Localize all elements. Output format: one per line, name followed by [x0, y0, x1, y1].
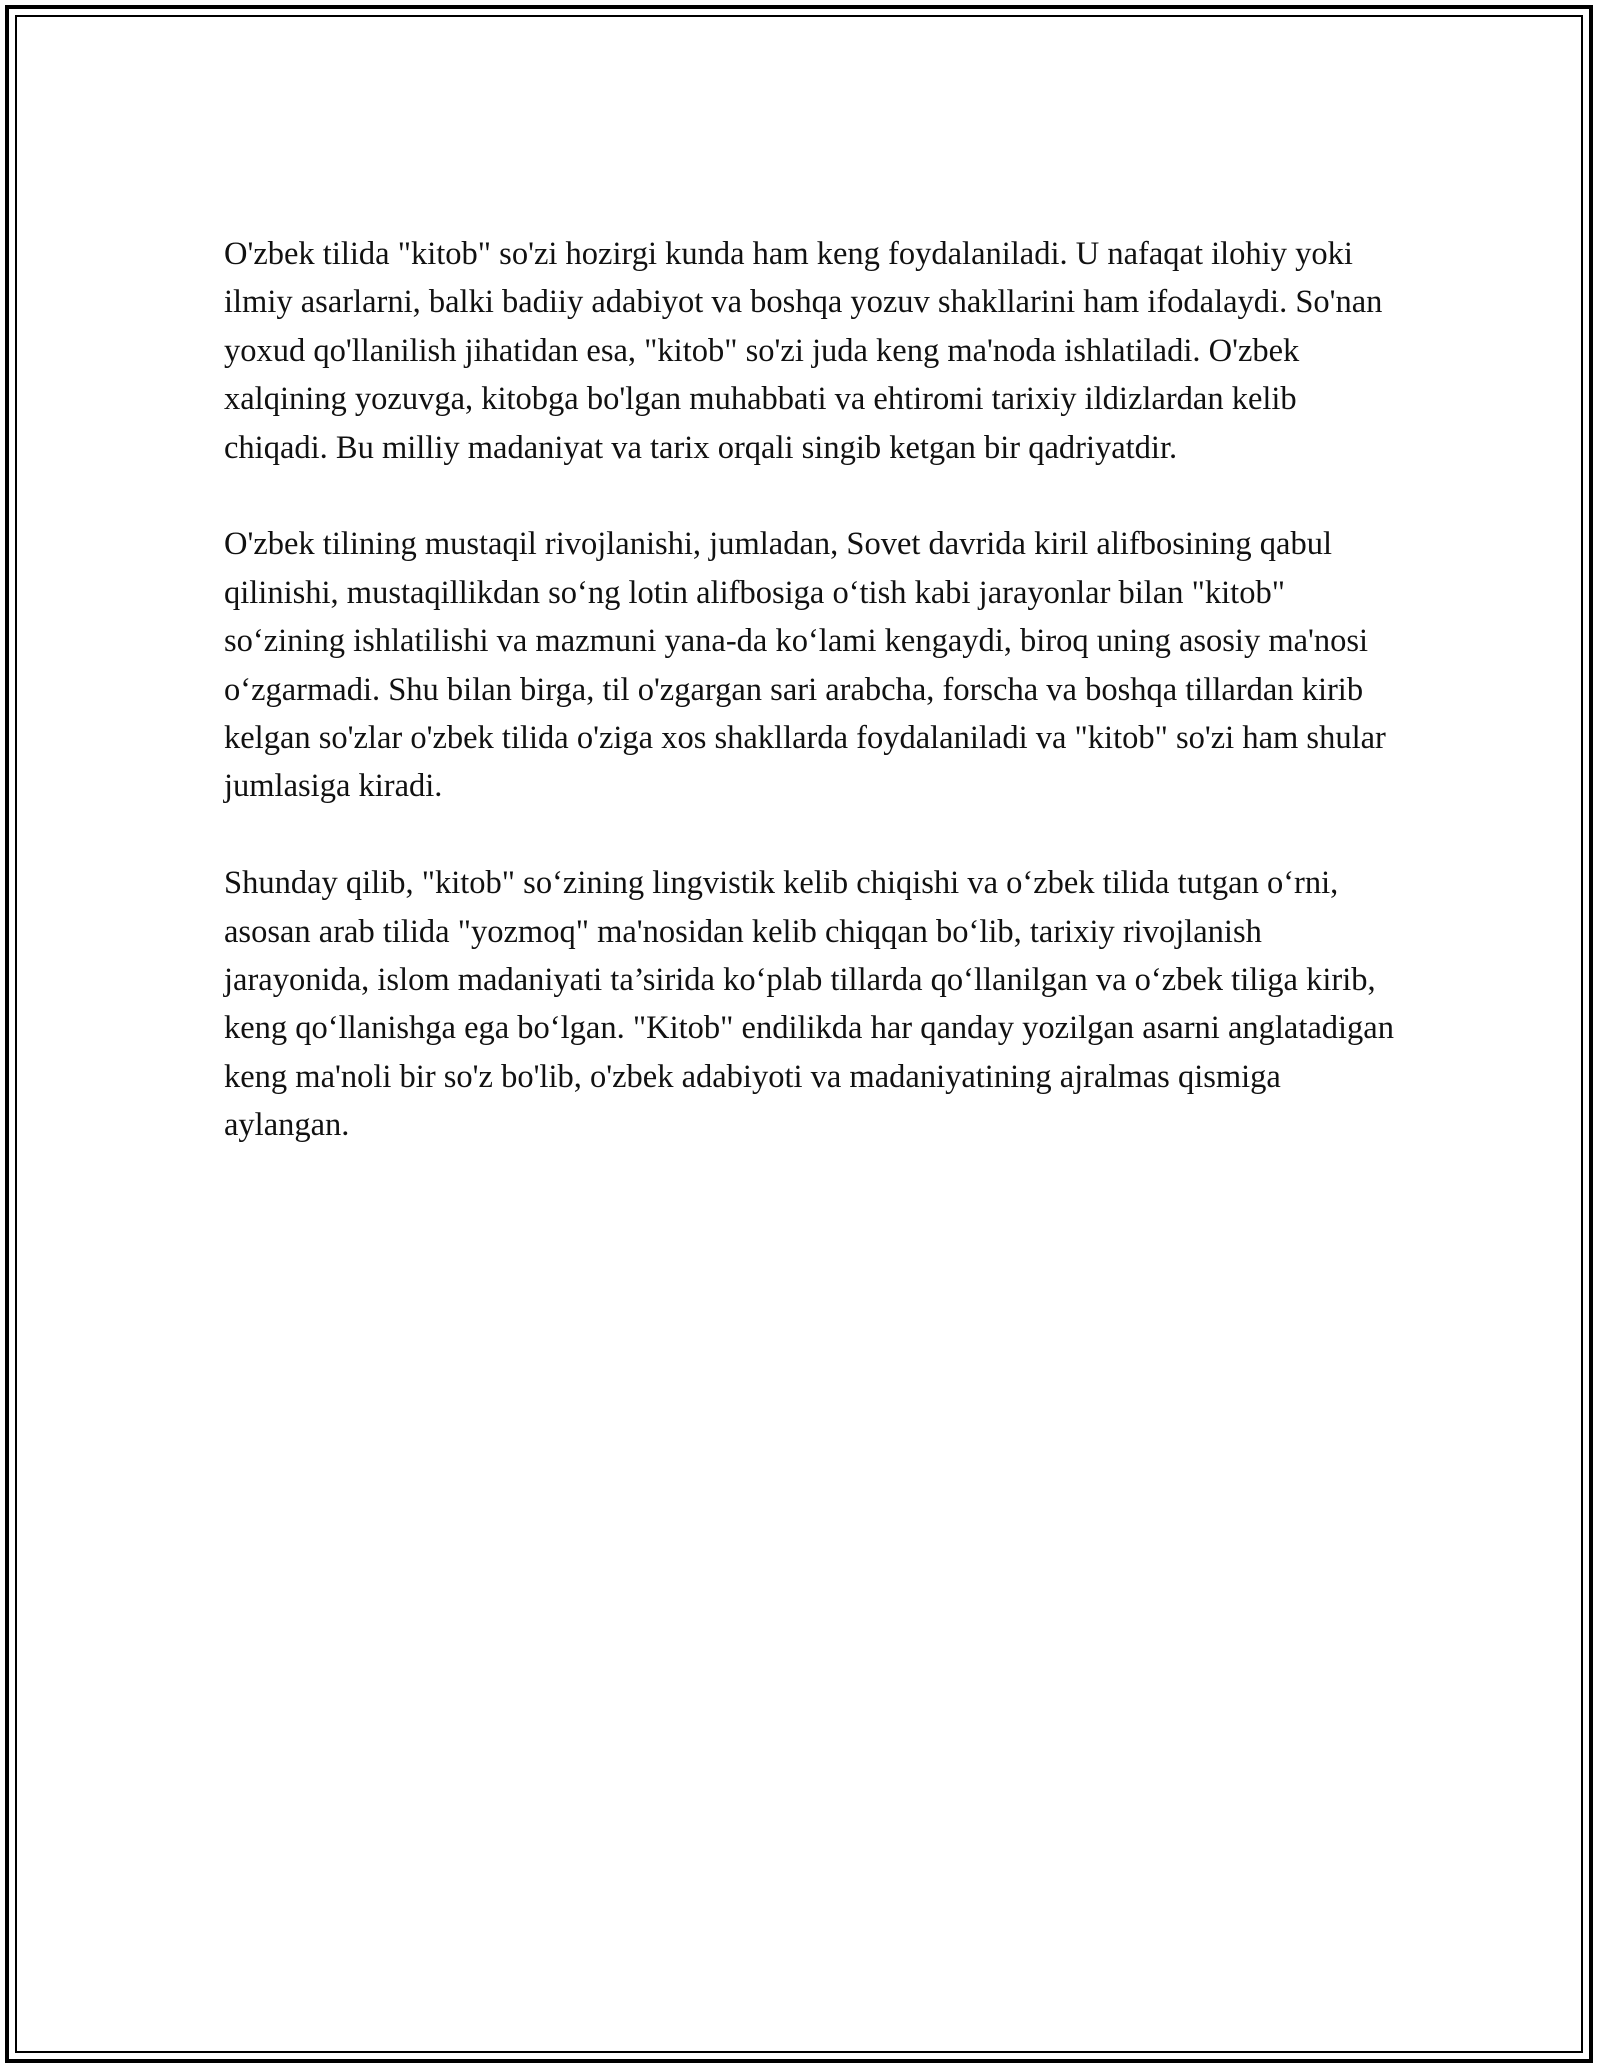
- paragraph-1: O'zbek tilida "kitob" so'zi hozirgi kunda ham keng foydalaniladi. U nafaqat ilohiy yoki ilmiy asarlarni, balki badiiy adabiyot va boshqa yozuv shakllarini ham ifodalaydi. So'nan yoxud qo'llanilish jihatidan esa, "kitob" so'zi juda keng ma'noda ishlatiladi. O'zbek xalqining yozuvga, kitobga bo'lgan muhabbati va ehtiromi tarixiy ildizlardan kelib chiqadi. Bu milliy madaniyat va tarix orqali singib ketgan bir qadriyatdir.: [224, 236, 1383, 466]
- paragraph-3: Shunday qilib, "kitob" so‘zining lingvistik kelib chiqishi va o‘zbek tilida tutgan o‘rni, asosan arab tilida "yozmoq" ma'nosidan kelib chiqqan bo‘lib, tarixiy rivojlanish jarayonida, islom madaniyati ta’sirida ko‘plab tillarda qo‘llanilgan va o‘zbek tiliga kirib, keng qo‘llanishga ega bo‘lgan. "Kitob" endilikda har qanday yozilgan asarni anglatadigan keng ma'noli bir so'z bo'lib, o'zbek adabiyoti va madaniyatining ajralmas qismiga aylangan.: [224, 865, 1394, 1144]
- document-body: [224, 230, 1394, 1198]
- paragraph-2: O'zbek tilining mustaqil rivojlanishi, jumladan, Sovet davrida kiril alifbosining qabul qilinishi, mustaqillikdan so‘ng lotin alifbosiga o‘tish kabi jarayonlar bilan "kitob" so‘zining ishlatilishi va mazmuni yana-da ko‘lami kengaydi, biroq uning asosiy ma'nosi o‘zgarmadi. Shu bilan birga, til o'zgargan sari arabcha, forscha va boshqa tillardan kirib kelgan so'zlar o'zbek tilida o'ziga xos shakllarda foydalaniladi va "kitob" so'zi ham shular jumlasiga kiradi.: [224, 526, 1386, 805]
